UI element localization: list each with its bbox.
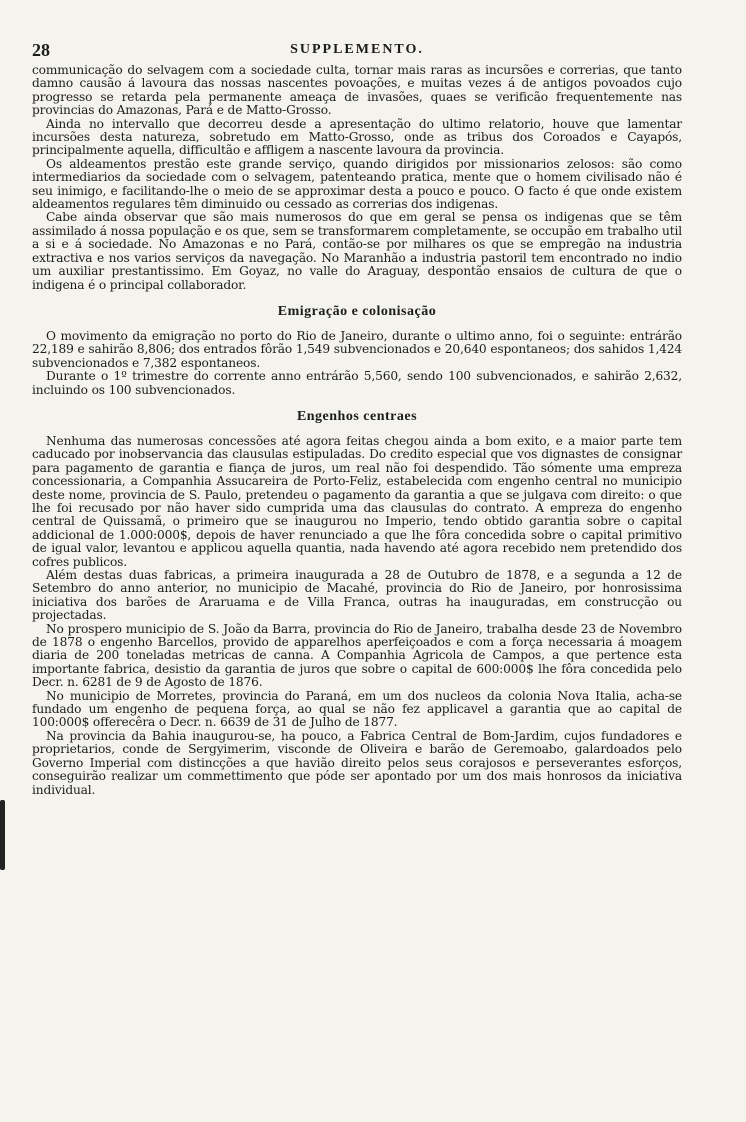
engenhos-paragraph: Nenhuma das numerosas concessões até agora feitas chegou ainda a bom exito, e a maior parte tem caducado por inobservancia das clausulas estipuladas. Do credito especial que vos dignastes de consignar para pagamento de garantia e fiança de juros, um real não foi despendido. Tão sómente uma empreza concessionaria, a Companhia Assucareira de Porto-Feliz, estabelecida com engenho central no municipio deste nome, provincia de S. Paulo, pretendeu o pagamento da garantia a que se julgava com direito: o que lhe foi recusado por não haver sido cumprida uma das clausulas do contrato. A empreza do engenho central de Quissamã, o primeiro que se inaugurou no Imperio, tendo obtido garantia sobre o capital addicional de 1.000:000$, depois de haver renunciado a que lhe fôra concedida sobre o capital primitivo de igual valor, levantou e applicou aquella quantia, nada havendo até agora recebido nem pretendido dos cofres publicos. xyxy=(32,433,682,569)
running-head: SUPPLEMENTO. xyxy=(290,42,424,57)
engenhos-paragraph: No municipio de Morretes, provincia do Paraná, em um dos nucleos da colonia Nova Italia, acha-se fundado um engenho de pequena força, ao qual se não fez applicavel a garantia que ao capital de 100:000$ offerecêra o Decr. n. 6639 de 31 de Julho de 1877. xyxy=(32,688,682,730)
section-title-engenhos: Engenhos centraes xyxy=(296,408,418,424)
binding-mark xyxy=(0,800,5,870)
document-page xyxy=(32,40,682,797)
intro-paragraph: Os aldeamentos prestão este grande serviço, quando dirigidos por missionarios zelosos: são como intermediarios da sociedade com o selvagem, patenteando pratica, mente que o homem civilisado não é seu inimigo, e facilitando-lhe o meio de se approximar desta a pouco e pouco. O facto é que onde existem aldeamentos regulares têm diminuido ou cessado as correrias dos indigenas. xyxy=(32,156,682,212)
engenhos-paragraph: Na provincia da Bahia inaugurou-se, ha pouco, a Fabrica Central de Bom-Jardim, cujos fundadores e proprietarios, conde de Sergyimerim, visconde de Oliveira e barão de Geremoabo, galardoados pelo Governo Imperial com distincções a que havião direito pelos seus corajosos e perseverantes esforços, conseguirão realizar um commettimento que póde ser apontado por um dos mais honrosos da iniciativa individual. xyxy=(32,728,682,797)
engenhos-paragraph: No prospero municipio de S. João da Barra, provincia do Rio de Janeiro, trabalha desde 23 de Novembro de 1878 o engenho Barcellos, provido de apparelhos aperfeiçoados e com a força necessaria á moagem diaria de 200 toneladas metricas de canna. A Companhia Agricola de Campos, a que pertence esta importante fabrica, desistio da garantia de juros que sobre o capital de 600:000$ lhe fôra concedida pelo Decr. n. 6281 de 9 de Agosto de 1876. xyxy=(32,621,682,690)
intro-paragraph: communicação do selvagem com a sociedade culta, tornar mais raras as incursões e correrias, que tanto damno causão á lavoura das nossas nascentes povoações, e muitas vezes á de antigos povoados cujo progresso se retarda pela permanente ameaça de invasões, quaes se verificão frequentemente nas provincias do Amazonas, Pará e de Matto-Grosso. xyxy=(32,63,682,118)
intro-paragraph: Ainda no intervallo que decorreu desde a apresentação do ultimo relatorio, houve que lamentar incursões desta natureza, sobretudo em Matto-Grosso, onde as tribus dos Coroados e Cayapós, principalmente aquella, difficultão e affligem a nascente lavoura da provincia. xyxy=(32,116,682,158)
emigracao-paragraph: Durante o 1º trimestre do corrente anno entrárão 5,560, sendo 100 subvencionados, e sahirão 2,632, incluindo os 100 subvencionados. xyxy=(32,369,682,397)
engenhos-paragraph: Além destas duas fabricas, a primeira inaugurada a 28 de Outubro de 1878, e a segunda a 12 de Setembro do anno anterior, no municipio de Macahé, provincia do Rio de Janeiro, por honrosissima iniciativa dos barões de Araruama e de Villa Franca, outras ha inauguradas, em construcção ou projectadas. xyxy=(32,568,682,623)
intro-paragraph: Cabe ainda observar que são mais numerosos do que em geral se pensa os indigenas que se têm assimilado á nossa população e os que, sem se transformarem completamente, se occupão em trabalho util a si e á sociedade. No Amazonas e no Pará, contão-se por milhares os que se empregão na industria extractiva e nos varios serviços da navegação. No Maranhão a industria pastoril tem encontrado no indio um auxiliar prestantissimo. Em Goyaz, no valle do Araguay, despontão ensaios de cultura de que o indigena é o principal collaborador. xyxy=(32,210,682,292)
section-title-emigracao: Emigração e colonisação xyxy=(277,303,437,319)
page-number: 28 xyxy=(32,40,50,60)
page-header xyxy=(32,40,682,62)
emigracao-paragraph: O movimento da emigração no porto do Rio de Janeiro, durante o ultimo anno, foi o seguinte: entrárão 22,189 e sahirão 8,806; dos entrados fôrão 1,549 subvencionados e 20,640 espontaneos; dos sahidos 1,424 subvencionados e 7,382 espontaneos. xyxy=(32,328,682,370)
